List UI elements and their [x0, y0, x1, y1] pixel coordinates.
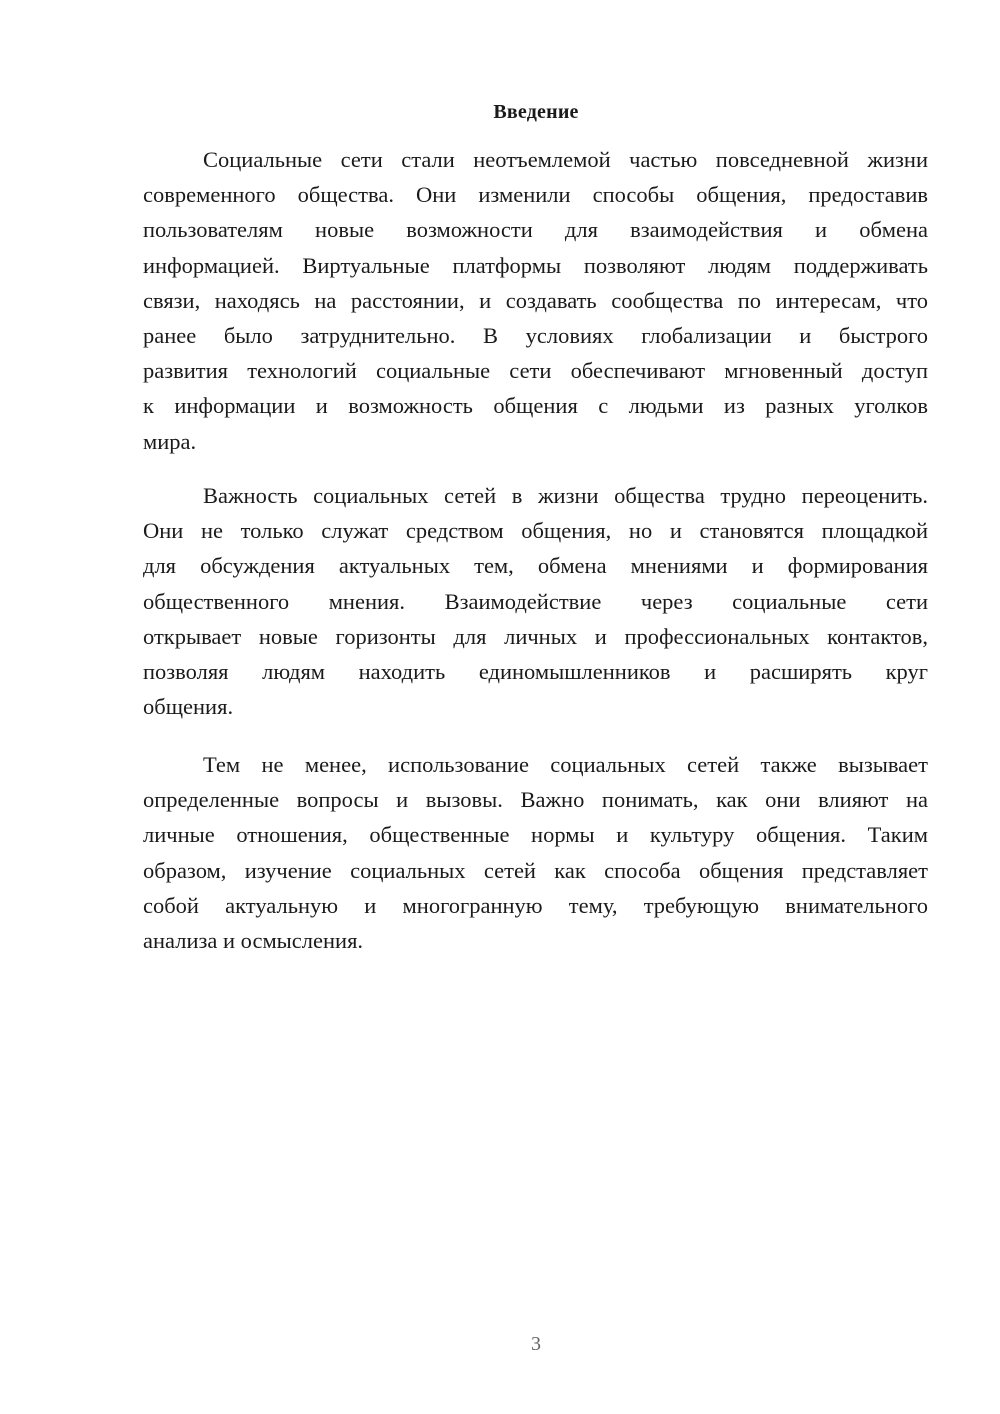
text-line: пользователям новые возможности для взаимодействия и обмена: [143, 217, 928, 243]
text-line: современного общества. Они изменили способы общения, предоставив: [143, 182, 928, 208]
text-line: к информации и возможность общения с людьми из разных уголков: [143, 393, 928, 419]
paragraph-3: [143, 747, 928, 958]
text-line: Социальные сети стали неотъемлемой частью повседневной жизни: [203, 147, 928, 172]
text-line: позволяя людям находить единомышленников и расширять круг: [143, 658, 928, 684]
text-line: информацией. Виртуальные платформы позволяют людям поддерживать: [143, 252, 928, 278]
text-line: общения.: [143, 694, 234, 720]
text-line: для обсуждения актуальных тем, обмена мнениями и формирования: [143, 553, 928, 579]
text-line: личные отношения, общественные нормы и культуру общения. Таким: [143, 822, 928, 848]
text-line: анализа и осмысления.: [143, 927, 364, 953]
text-line: открывает новые горизонты для личных и профессиональных контактов,: [143, 623, 928, 649]
text-line: Важность социальных сетей в жизни общества трудно переоценить.: [203, 483, 928, 508]
paragraph-2: [143, 478, 928, 724]
paragraph-1: [143, 142, 928, 459]
text-line: связи, находясь на расстоянии, и создавать сообщества по интересам, что: [143, 287, 928, 313]
text-line: общественного мнения. Взаимодействие через социальные сети: [143, 588, 928, 614]
text-line: собой актуальную и многогранную тему, требующую внимательного: [143, 892, 928, 918]
text-line: Тем не менее, использование социальных сетей также вызывает: [203, 752, 928, 777]
text-line: Они не только служат средством общения, но и становятся площадкой: [143, 518, 928, 544]
text-line: образом, изучение социальных сетей как способа общения представляет: [143, 857, 928, 883]
page-title: Введение: [493, 101, 579, 123]
text-line: мира.: [143, 428, 197, 454]
text-line: развития технологий социальные сети обеспечивают мгновенный доступ: [143, 358, 928, 384]
text-line: определенные вопросы и вызовы. Важно понимать, как они влияют на: [143, 787, 928, 813]
page-number: 3: [531, 1333, 541, 1355]
text-line: ранее было затруднительно. В условиях глобализации и быстрого: [143, 322, 928, 348]
